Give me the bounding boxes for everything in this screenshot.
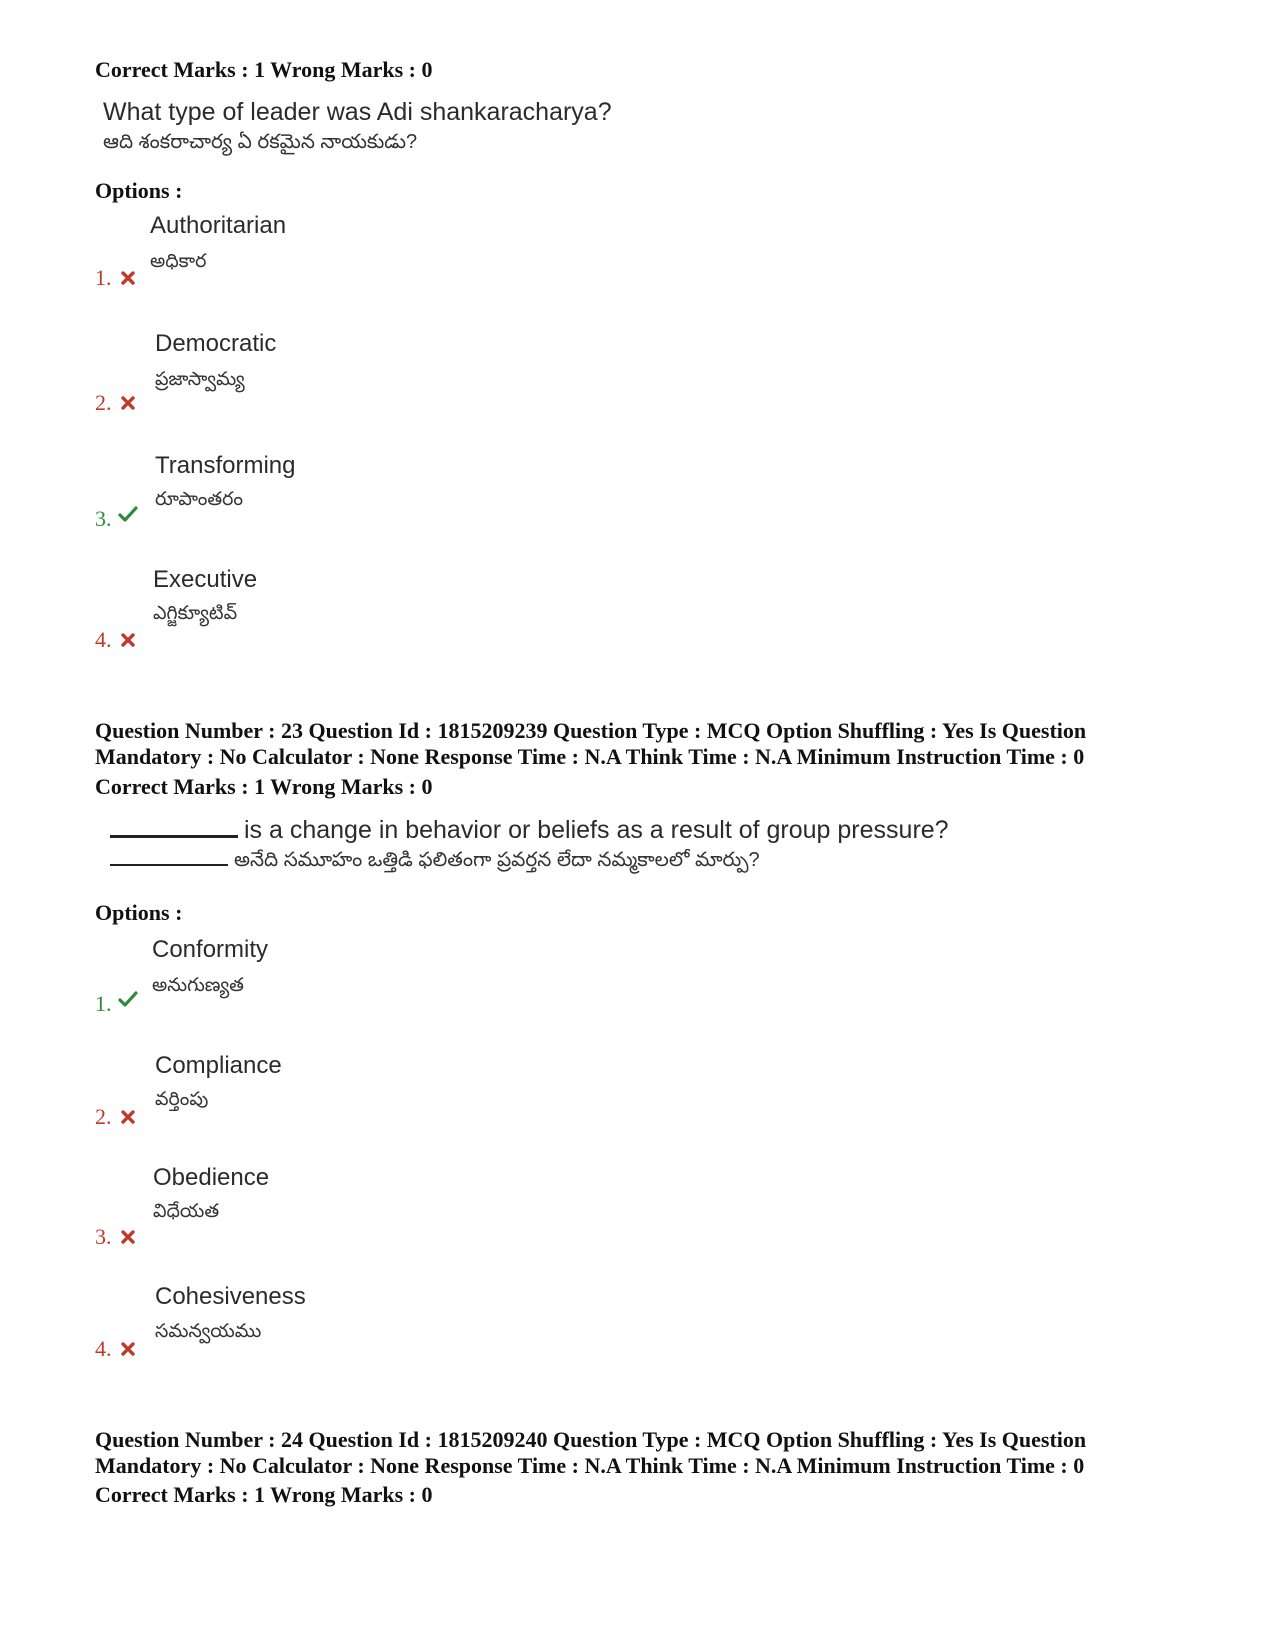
question-english-line (110, 815, 949, 845)
option-telugu: సమన్వయము (155, 1320, 262, 1342)
cross-icon (118, 268, 136, 286)
question-text (110, 815, 949, 875)
option-number: 1. (95, 991, 112, 1016)
question-telugu-line (110, 845, 949, 875)
option-number: 2. (95, 1104, 112, 1129)
marks-line: Correct Marks : 1 Wrong Marks : 0 (95, 57, 433, 82)
marks-line: Correct Marks : 1 Wrong Marks : 0 (95, 774, 433, 799)
question-meta-line-2: Mandatory : No Calculator : None Response Time : N.A Think Time : N.A Minimum Instruction Time : 0 (95, 744, 1085, 769)
cross-icon (118, 1339, 136, 1357)
cross-icon (118, 1107, 136, 1125)
option-telugu: రూపాంతరం (155, 488, 244, 510)
question-english: What type of leader was Adi shankaracharya? (103, 98, 612, 126)
question-telugu: ఆది శంకరాచార్య ఏ రకమైన నాయకుడు? (103, 131, 418, 153)
answer-blank (110, 848, 228, 866)
option-number: 1. (95, 265, 112, 290)
question-meta-line-1: Question Number : 24 Question Id : 1815209240 Question Type : MCQ Option Shuffling : Yes Is Question (95, 1427, 1087, 1452)
option-number: 4. (95, 627, 112, 652)
option-number: 3. (95, 506, 112, 531)
option-english: Conformity (152, 936, 269, 963)
question-meta (95, 718, 1195, 770)
option-telugu: అధికార (150, 250, 207, 272)
option-english: Cohesiveness (155, 1283, 306, 1310)
option-english: Compliance (155, 1052, 282, 1079)
question-english: is a change in behavior or beliefs as a result of group pressure? (244, 816, 949, 844)
option-english: Authoritarian (150, 212, 287, 239)
cross-icon (118, 1227, 136, 1245)
option-telugu: విధేయత (153, 1200, 220, 1222)
question-telugu: అనేది సమూహం ఒత్తిడి ఫలితంగా ప్రవర్తన లేదా నమ్మకాలలో మార్పు? (234, 849, 760, 871)
answer-blank (110, 815, 238, 838)
question-meta (95, 1427, 1195, 1479)
option-english: Democratic (155, 330, 277, 357)
check-icon (118, 989, 136, 1007)
question-meta-line-2: Mandatory : No Calculator : None Response Time : N.A Think Time : N.A Minimum Instruction Time : 0 (95, 1453, 1085, 1478)
option-number: 3. (95, 1224, 112, 1249)
option-english: Transforming (155, 452, 296, 479)
option-telugu: ప్రజాస్వామ్య (155, 368, 245, 390)
cross-icon (118, 393, 136, 411)
cross-icon (118, 630, 136, 648)
option-telugu: ఎగ్జిక్యూటివ్ (153, 602, 238, 624)
option-english: Obedience (153, 1164, 270, 1191)
option-number: 2. (95, 390, 112, 415)
option-telugu: అనుగుణ్యత (152, 974, 244, 996)
check-icon (118, 504, 136, 522)
marks-line: Correct Marks : 1 Wrong Marks : 0 (95, 1482, 433, 1507)
option-telugu: వర్తింపు (155, 1088, 209, 1110)
option-english: Executive (153, 566, 258, 593)
options-label: Options : (95, 900, 183, 925)
question-meta-line-1: Question Number : 23 Question Id : 1815209239 Question Type : MCQ Option Shuffling : Yes Is Question (95, 718, 1087, 743)
question-text (103, 97, 612, 157)
option-number: 4. (95, 1336, 112, 1361)
options-label: Options : (95, 178, 183, 203)
